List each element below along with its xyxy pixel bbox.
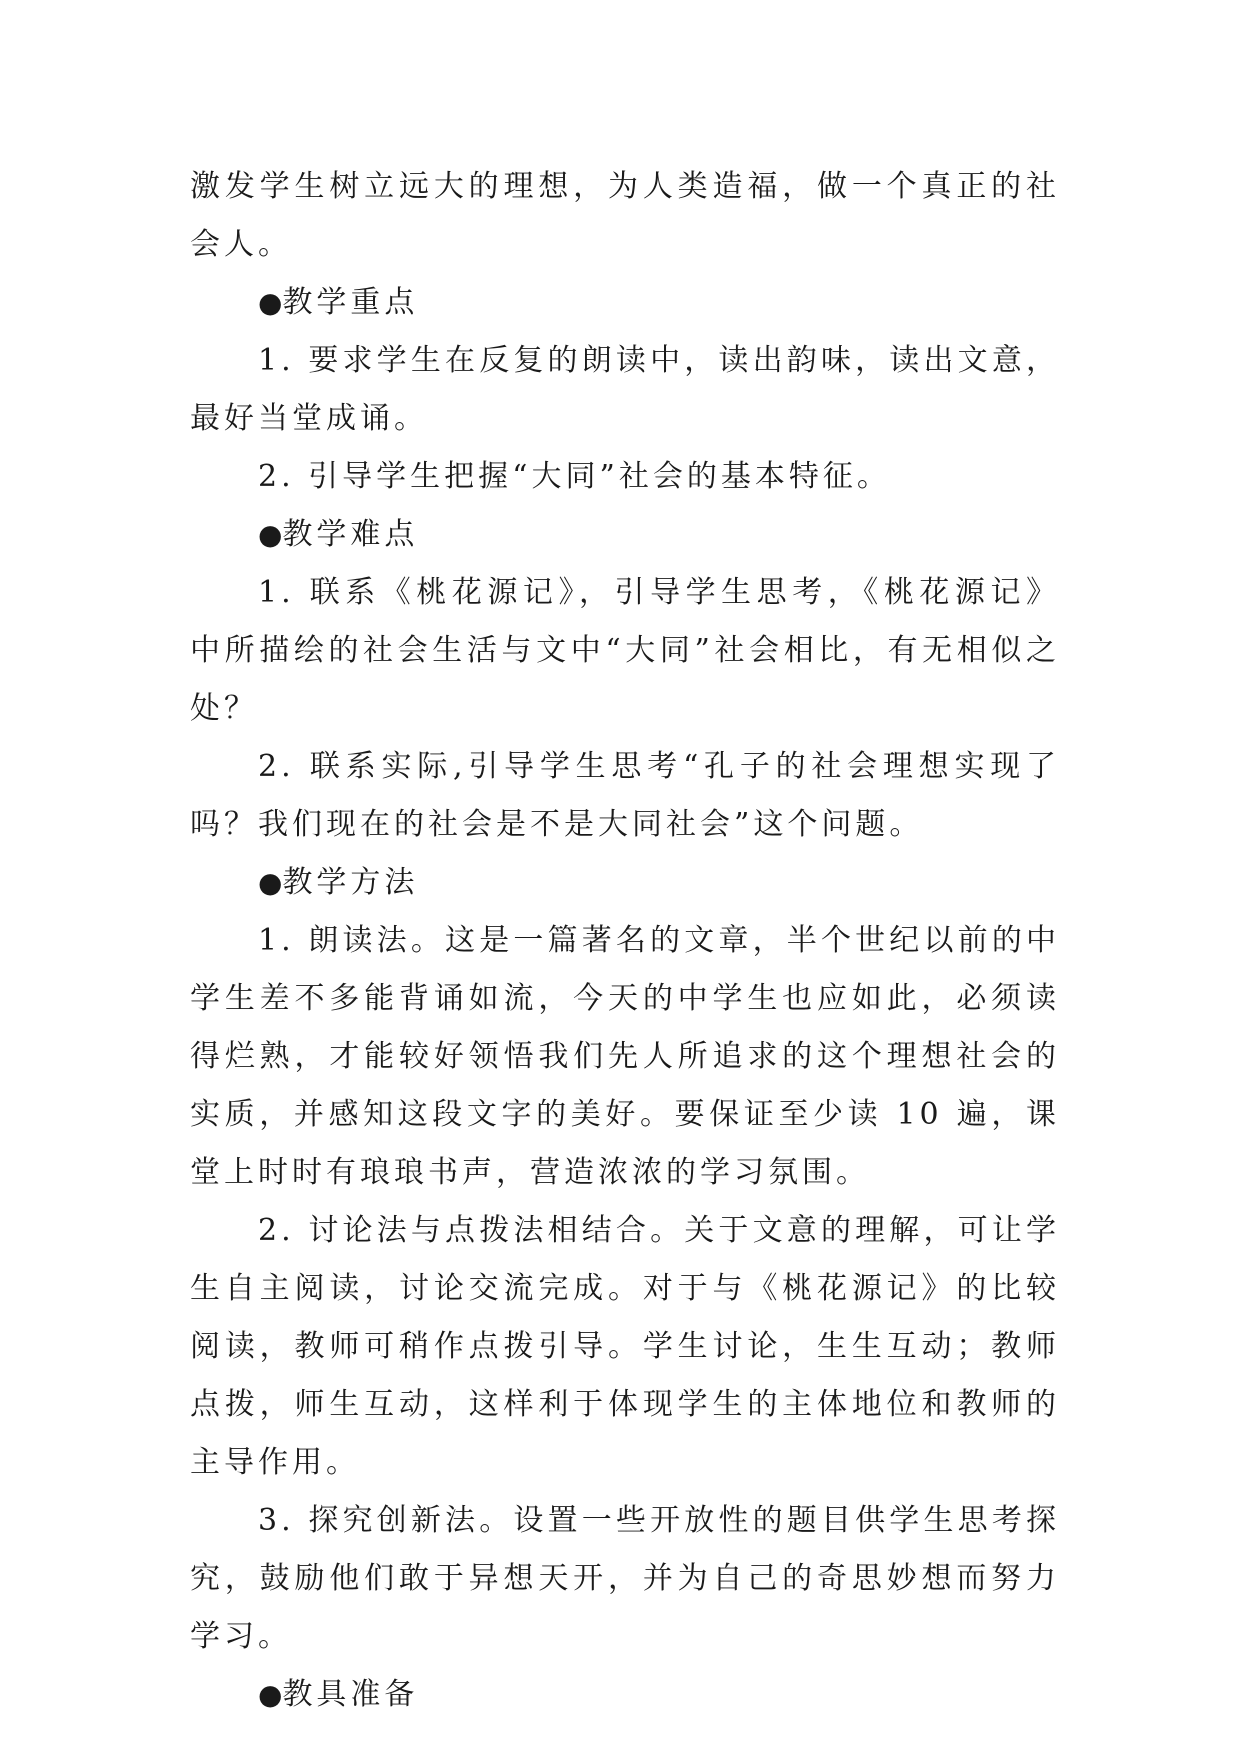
paragraph-difficulty-2: 2. 联系实际,引导学生思考“孔子的社会理想实现了吗？我们现在的社会是不是大同社会”这个问题。 xyxy=(190,749,1060,842)
bullet-icon: ● xyxy=(258,1678,283,1711)
paragraph-key-point-1: 1. 要求学生在反复的朗读中，读出韵味，读出文意，最好当堂成诵。 xyxy=(190,343,1060,436)
paragraph-difficulty-1: 1. 联系《桃花源记》，引导学生思考，《桃花源记》中所描绘的社会生活与文中“大同”社会相比，有无相似之处？ xyxy=(190,575,1060,726)
paragraph-method-1: 1. 朗读法。这是一篇著名的文章，半个世纪以前的中学生差不多能背诵如流，今天的中学生也应如此，必须读得烂熟，才能较好领悟我们先人所追求的这个理想社会的实质，并感知这段文字的美好。要保证至少读 10 遍，课堂上时时有琅琅书声，营造浓浓的学习氛围。 xyxy=(190,923,1060,1190)
bullet-icon: ● xyxy=(258,518,283,551)
bullet-icon: ● xyxy=(258,286,283,319)
paragraph-goal-continuation: 激发学生树立远大的理想，为人类造福，做一个真正的社会人。 xyxy=(190,169,1060,262)
paragraph-method-3: 3. 探究创新法。设置一些开放性的题目供学生思考探究，鼓励他们敢于异想天开，并为自己的奇思妙想而努力学习。 xyxy=(190,1503,1060,1654)
section-heading-materials xyxy=(190,1666,1060,1724)
paragraph-method-2: 2. 讨论法与点拨法相结合。关于文意的理解，可让学生自主阅读，讨论交流完成。对于与《桃花源记》的比较阅读，教师可稍作点拨引导。学生讨论，生生互动；教师点拨，师生互动，这样利于体现学生的主体地位和教师的主导作用。 xyxy=(190,1213,1060,1480)
section-heading-label: 教学方法 xyxy=(282,865,419,900)
section-heading-difficulties xyxy=(190,506,1060,564)
paragraph-key-point-2: 2. 引导学生把握“大同”社会的基本特征。 xyxy=(258,459,891,494)
section-heading-methods xyxy=(190,854,1060,912)
section-heading-label: 教具准备 xyxy=(282,1677,419,1712)
section-heading-label: 教学重点 xyxy=(282,285,419,320)
section-heading-label: 教学难点 xyxy=(282,517,419,552)
section-heading-key-points xyxy=(190,274,1060,332)
document-body xyxy=(190,158,1060,1724)
bullet-icon: ● xyxy=(258,866,283,899)
